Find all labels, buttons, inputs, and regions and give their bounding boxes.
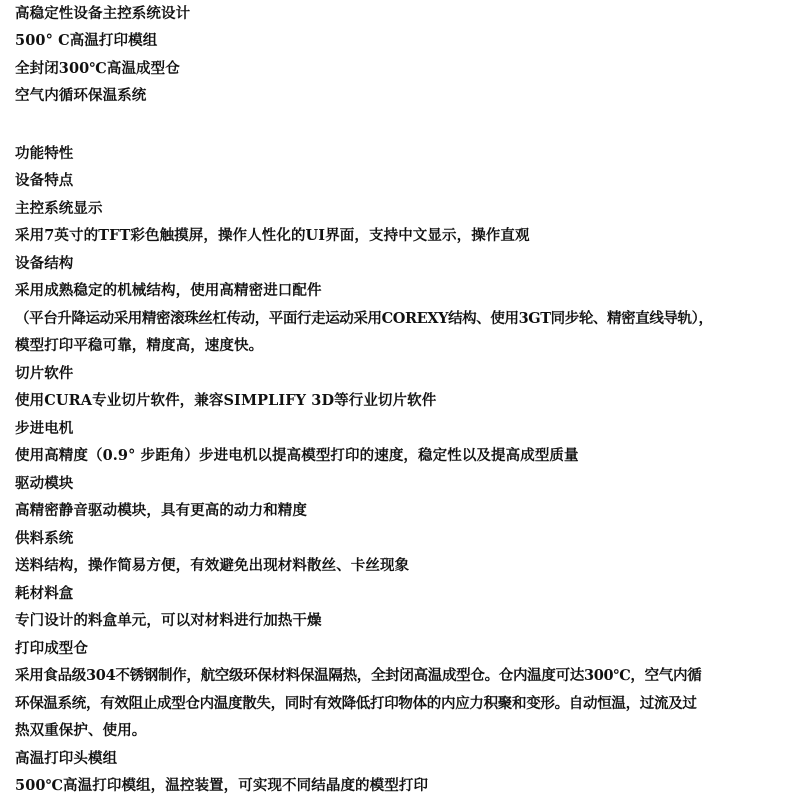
section-text: 高精密静音驱动模块，具有更高的动力和精度 xyxy=(15,502,307,519)
section-title: 高温打印头模组 xyxy=(15,750,118,767)
intro-line: 全封闭300℃高温成型仓 xyxy=(15,60,180,77)
device-features-heading: 设备特点 xyxy=(15,172,74,189)
intro-line: 空气内循环保温系统 xyxy=(15,87,147,104)
section-text: 热双重保护、使用。 xyxy=(15,722,147,739)
section-title: 切片软件 xyxy=(15,365,74,382)
section-title: 步进电机 xyxy=(15,420,74,437)
intro-line: 高稳定性设备主控系统设计 xyxy=(15,5,191,22)
section-text: 送料结构，操作简易方便，有效避免出现材料散丝、卡丝现象 xyxy=(15,557,410,574)
section-title: 供料系统 xyxy=(15,530,74,547)
section-text: 500℃高温打印模组，温控装置，可实现不同结晶度的模型打印 xyxy=(15,777,429,794)
section-title: 主控系统显示 xyxy=(15,200,103,217)
section-title: 驱动模块 xyxy=(15,475,74,492)
section-text: 使用高精度（0.9° 步距角）步进电机以提高模型打印的速度，稳定性以及提高成型质量 xyxy=(15,447,579,464)
section-text: 专门设计的料盒单元，可以对材料进行加热干燥 xyxy=(15,612,322,629)
section-title: 设备结构 xyxy=(15,255,74,272)
section-title: 耗材料盒 xyxy=(15,585,74,602)
section-text: （平台升降运动采用精密滚珠丝杠传动，平面行走运动采用COREXY结构、使用3GT同步轮、精密直线导轨）， xyxy=(15,310,713,327)
intro-line: 500° C高温打印模组 xyxy=(15,32,158,49)
section-text: 采用7英寸的TFT彩色触摸屏，操作人性化的UI界面，支持中文显示，操作直观 xyxy=(15,227,530,244)
section-text: 使用CURA专业切片软件，兼容SIMPLIFY 3D等行业切片软件 xyxy=(15,392,437,409)
section-title: 打印成型仓 xyxy=(15,640,88,657)
features-heading: 功能特性 xyxy=(15,145,74,162)
section-text: 采用食品级304不锈钢制作，航空级环保材料保温隔热，全封闭高温成型仓。仓内温度可达300℃，空气内循 xyxy=(15,667,702,684)
section-text: 模型打印平稳可靠，精度高，速度快。 xyxy=(15,337,264,354)
section-text: 采用成熟稳定的机械结构，使用高精密进口配件 xyxy=(15,282,322,299)
section-text: 环保温系统，有效阻止成型仓内温度散失，同时有效降低打印物体的内应力积聚和变形。自动恒温，过流及过 xyxy=(15,695,697,712)
